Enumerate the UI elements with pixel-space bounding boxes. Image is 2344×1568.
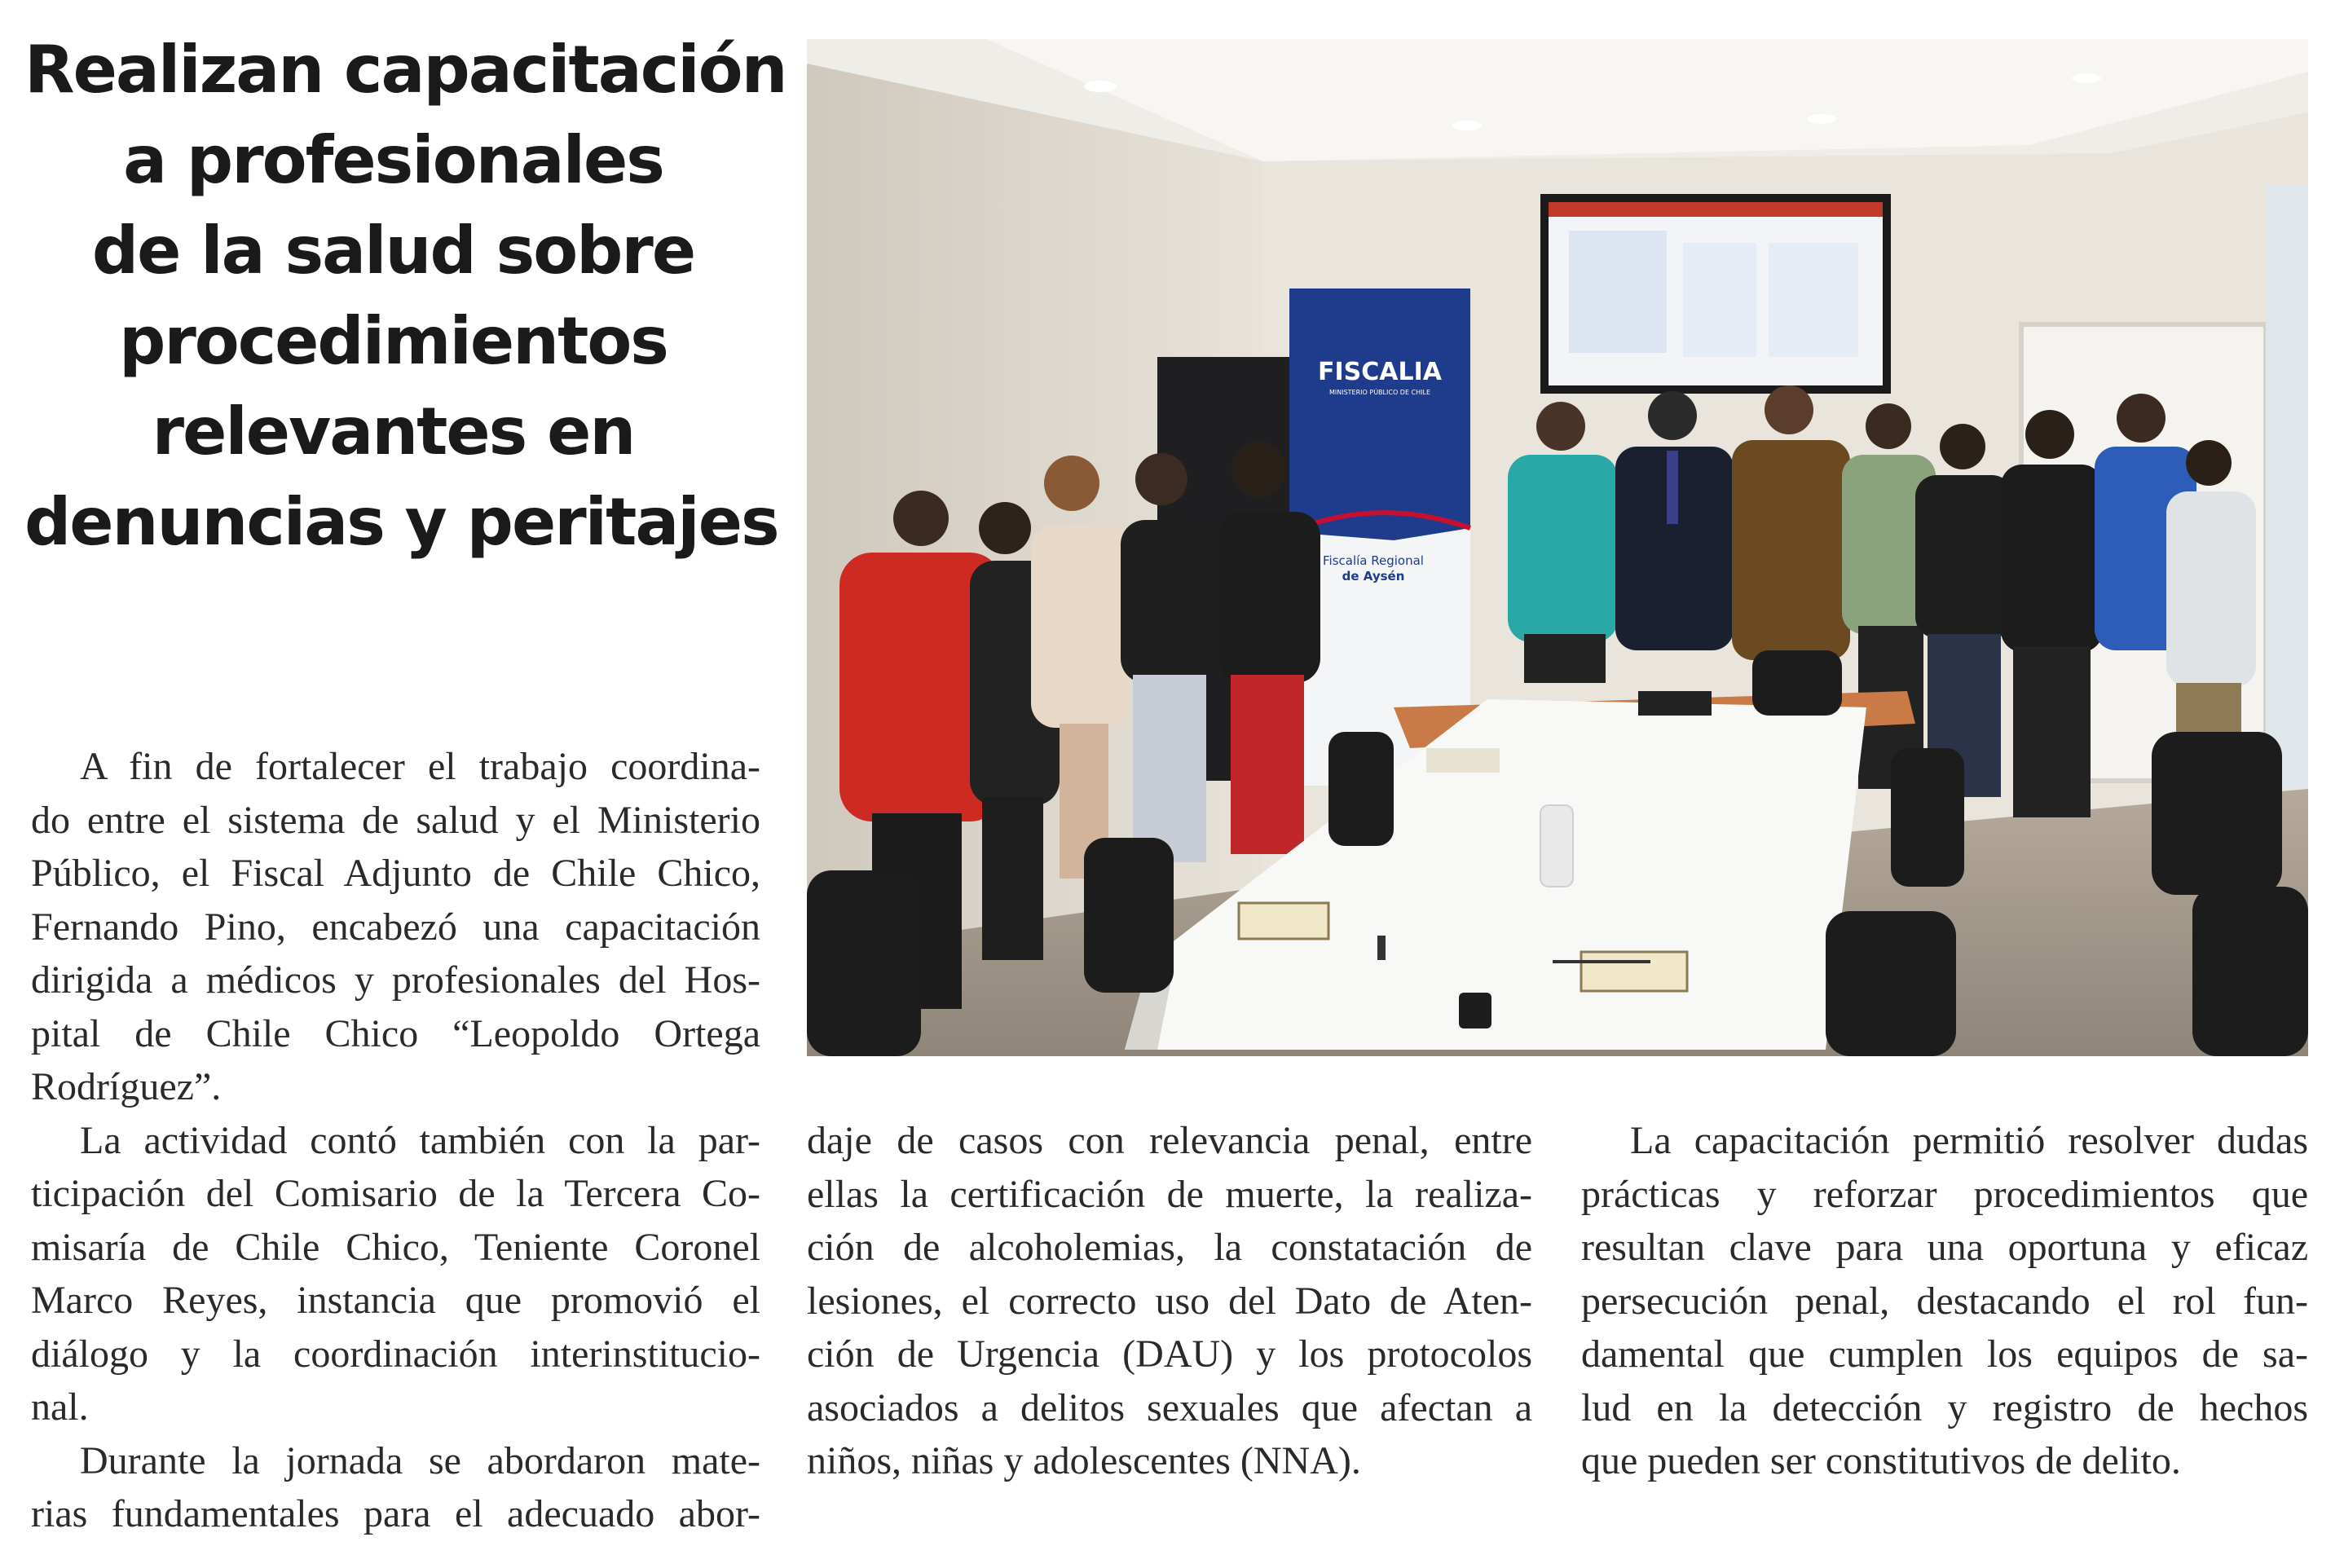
text-line: ción de Urgencia (DAU) y los protocolos bbox=[807, 1332, 1532, 1376]
headline-line: denuncias y peritajes bbox=[24, 484, 778, 560]
banner-region-1: Fiscalía Regional bbox=[1323, 553, 1424, 568]
headline-line: a profesionales bbox=[123, 122, 663, 198]
text-line: diálogo y la coordinación interinstitucio- bbox=[31, 1332, 760, 1376]
text-line: lesiones, el correcto uso del Dato de Aten- bbox=[807, 1279, 1532, 1323]
article-column-3 bbox=[1581, 1114, 2308, 1488]
text-line: dirigida a médicos y profesionales del Hos- bbox=[31, 958, 760, 1002]
text-line: Durante la jornada se abordaron mate- bbox=[80, 1438, 760, 1482]
text-line: persecución penal, destacando el rol fun- bbox=[1581, 1279, 2308, 1323]
text-line: niños, niñas y adolescentes (NNA). bbox=[807, 1439, 1361, 1482]
text-line: La actividad contó también con la par- bbox=[80, 1118, 760, 1162]
headline-line: de la salud sobre bbox=[91, 213, 695, 288]
article-headline bbox=[24, 24, 786, 567]
text-line: ticipación del Comisario de la Tercera Co- bbox=[31, 1172, 760, 1215]
text-line: nal. bbox=[31, 1385, 89, 1429]
text-line: damental que cumplen los equipos de sa- bbox=[1581, 1332, 2308, 1376]
text-line: misaría de Chile Chico, Teniente Coronel bbox=[31, 1225, 760, 1269]
text-line: lud en la detección y registro de hechos bbox=[1581, 1385, 2308, 1429]
text-line: Fernando Pino, encabezó una capacitación bbox=[31, 905, 760, 949]
text-line: Rodríguez”. bbox=[31, 1065, 222, 1108]
text-line: pital de Chile Chico “Leopoldo Ortega bbox=[31, 1011, 760, 1055]
article-photo bbox=[807, 39, 2308, 1056]
text-line: Marco Reyes, instancia que promovió el bbox=[31, 1279, 760, 1322]
banner-subtitle: MINISTERIO PÚBLICO DE CHILE bbox=[1328, 389, 1431, 396]
article-column-2 bbox=[807, 1114, 1532, 1488]
banner-title: FISCALIA bbox=[1318, 358, 1442, 386]
text-line: A fin de fortalecer el trabajo coordina- bbox=[80, 745, 760, 788]
text-line: prácticas y reforzar procedimientos que bbox=[1581, 1172, 2308, 1216]
text-line: rias fundamentales para el adecuado abor- bbox=[31, 1492, 760, 1535]
headline-line: procedimientos bbox=[119, 303, 668, 379]
headline-line: relevantes en bbox=[152, 394, 635, 469]
text-line: ción de alcoholemias, la constatación de bbox=[807, 1226, 1532, 1269]
text-line: ellas la certificación de muerte, la realiza- bbox=[807, 1172, 1532, 1216]
text-line: que pueden ser constitutivos de delito. bbox=[1581, 1439, 2181, 1482]
text-line: resultan clave para una oportuna y eficaz bbox=[1581, 1226, 2308, 1269]
text-line: daje de casos con relevancia penal, entre bbox=[807, 1119, 1532, 1162]
group-photo-illustration bbox=[807, 39, 2308, 1056]
article-column-1 bbox=[31, 740, 760, 1541]
text-line: do entre el sistema de salud y el Ministerio bbox=[31, 798, 760, 842]
banner-region-2: de Aysén bbox=[1342, 569, 1405, 584]
text-line: Público, el Fiscal Adjunto de Chile Chico, bbox=[31, 852, 760, 895]
text-line: asociados a delitos sexuales que afectan a bbox=[807, 1385, 1532, 1429]
text-line: La capacitación permitió resolver dudas bbox=[1630, 1119, 2308, 1162]
headline-line: Realizan capacitación bbox=[24, 32, 786, 108]
